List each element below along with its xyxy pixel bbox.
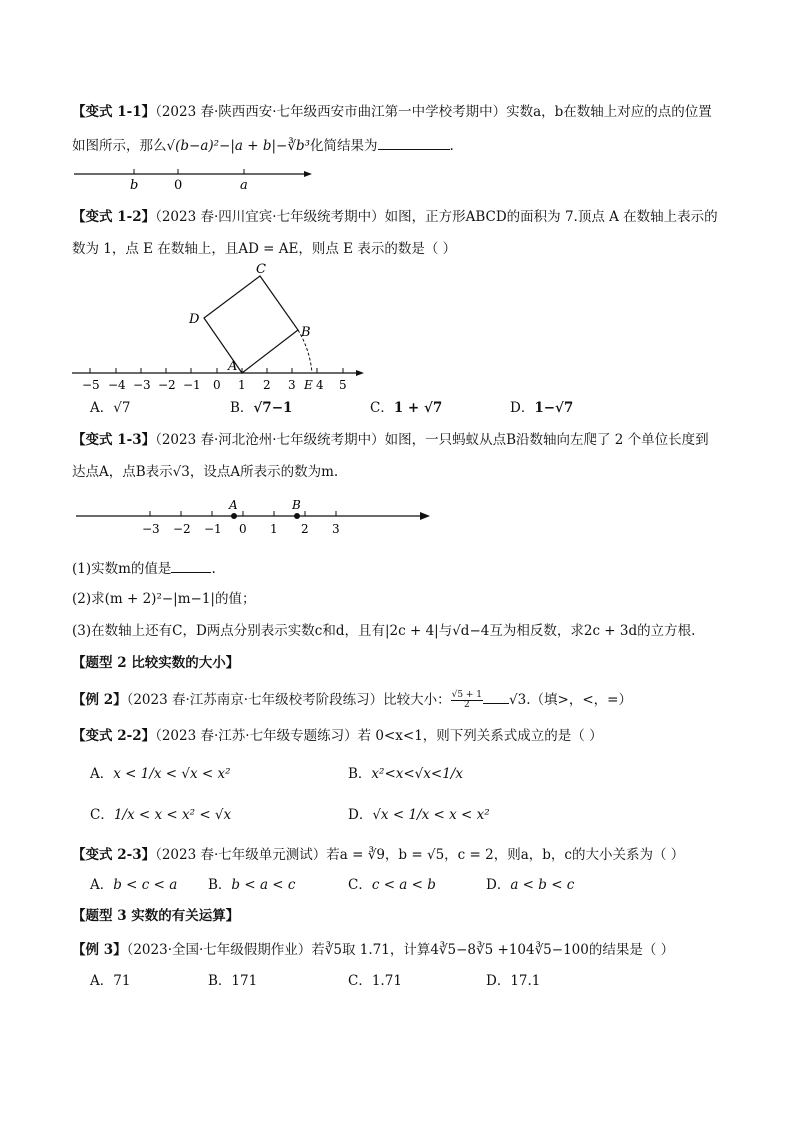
v13-q1-answer-blank[interactable]	[171, 558, 211, 573]
v12-point-d: D	[189, 312, 200, 327]
v12-tick-label: −3	[133, 378, 151, 392]
v22-text: 若 0<x<1，则下列关系式成立的是（ ）	[357, 728, 603, 744]
v12-option-d[interactable]: D．1−√7	[510, 400, 574, 416]
ex2-fraction: $\frac{√5 + 1}{2}$	[451, 690, 483, 710]
ex2-line	[72, 689, 632, 710]
ex2-hint: .（填>，<，=）	[526, 692, 632, 708]
ex2-text: 比较大小：	[383, 692, 451, 708]
v23-line	[72, 846, 684, 864]
v11-label-b: b	[130, 178, 139, 192]
v12-option-a[interactable]: A．√7	[90, 400, 131, 416]
v13-tag: 【变式 1-3】	[72, 432, 156, 448]
v12-text1: 如图，正方形ABCD的面积为 7.顶点 A 在数轴上表示的	[384, 209, 718, 225]
ex3-line	[72, 941, 674, 959]
v12-line1	[72, 208, 718, 226]
v22-option-a[interactable]: A．x < 1/x < √x < x²	[90, 766, 231, 782]
v13-tick-label: 1	[270, 522, 278, 536]
ex2-answer-blank[interactable]	[483, 689, 509, 704]
v23-tag: 【变式 2-3】	[72, 847, 156, 863]
v12-point-a: A	[228, 359, 238, 374]
v22-option-c[interactable]: C．1/x < x < x² < √x	[90, 807, 232, 823]
v12-tick-label: 1	[238, 378, 246, 392]
v12-point-c: C	[256, 262, 266, 277]
ex3-tag: 【例 3】	[72, 942, 127, 958]
v12-point-e: E	[304, 378, 313, 392]
v12-option-c[interactable]: C．1 + √7	[370, 400, 443, 416]
v12-square	[204, 276, 298, 373]
v13-tick-label: 0	[239, 522, 247, 536]
v11-label-0: 0	[174, 178, 183, 192]
v13-point-b: B	[292, 498, 301, 512]
v12-tick-label: 2	[263, 378, 271, 392]
v11-period: .	[449, 138, 454, 154]
v13-q3: (3)在数轴上还有C，D两点分别表示实数c和d，且有|2c + 4|与√d−4互为相反数，求2c + 3d的立方根.	[72, 623, 696, 639]
v11-text1: 实数a，b在数轴上对应的点的位置	[506, 104, 712, 120]
v13-text1: 如图，一只蚂蚁从点B沿数轴向左爬了 2 个单位长度到	[384, 432, 709, 448]
v13-tick-label: −1	[204, 522, 222, 536]
v13-source: （2023 春·河北沧州·七年级统考期中）	[155, 432, 385, 448]
ex3-option-c[interactable]: C．1.71	[348, 973, 402, 989]
v12-arrow	[356, 370, 364, 376]
v11-text2: 如图所示，那么	[72, 138, 167, 154]
v13-line1	[72, 431, 709, 449]
v13-tick-label: 2	[301, 522, 309, 536]
v11-answer-blank[interactable]	[378, 135, 450, 150]
v12-tick-label: 4	[316, 378, 324, 392]
v13-point-a: A	[229, 498, 238, 512]
v11-line1	[72, 103, 712, 121]
v22-option-b[interactable]: B．x²<x<√x<1/x	[348, 766, 463, 782]
v12-point-b: B	[301, 325, 311, 340]
ex3-option-b[interactable]: B．171	[208, 973, 258, 989]
v22-option-d[interactable]: D．√x < 1/x < x < x²	[348, 807, 490, 823]
v11-expression: √(b−a)²−|a + b|−∛b³	[166, 138, 311, 154]
v12-option-b[interactable]: B．√7−1	[230, 400, 293, 416]
ex3-option-a[interactable]: A．71	[90, 973, 131, 989]
v23-source: （2023 春·七年级单元测试）	[155, 847, 327, 863]
v13-ticks	[150, 511, 336, 516]
v11-label-a: a	[240, 178, 248, 192]
v13-q2: (2)求(m + 2)²−|m−1|的值；	[72, 591, 256, 607]
v11-arrow	[304, 171, 312, 177]
v12-figure	[72, 258, 372, 392]
ex2-source: （2023 春·江苏南京·七年级校考阶段练习）	[126, 692, 384, 708]
v13-tick-label: −3	[142, 522, 160, 536]
v22-tag: 【变式 2-2】	[72, 728, 156, 744]
ex3-option-d[interactable]: D．17.1	[486, 973, 541, 989]
v11-tag: 【变式 1-1】	[72, 104, 156, 120]
v11-text3: 化简结果为	[310, 138, 378, 154]
v23-option-c[interactable]: C．c < a < b	[348, 877, 436, 893]
v12-tick-label: −2	[158, 378, 176, 392]
section-heading-2: 【题型 2 比较实数的大小】	[72, 655, 240, 671]
v13-arrow	[420, 512, 430, 520]
v13-number-line	[72, 494, 442, 540]
v11-number-line	[72, 162, 322, 192]
v12-tick-label: 0	[213, 378, 221, 392]
ex2-rhs: √3	[509, 692, 527, 708]
v22-source: （2023 春·江苏·七年级专题练习）	[155, 728, 358, 744]
v12-tick-label: −5	[82, 378, 100, 392]
v13-tick-label: −2	[173, 522, 191, 536]
v23-text: 若a = ∛9，b = √5，c = 2，则a，b，c的大小关系为（ ）	[326, 847, 685, 863]
v13-q1: (1)实数m的值是 .	[72, 558, 216, 578]
v12-line2: 数为 1，点 E 在数轴上，且AD = AE，则点 E 表示的数是（ ）	[72, 241, 457, 257]
v13-point-b-dot	[294, 513, 300, 519]
v12-tick-label: 5	[339, 378, 347, 392]
v22-line	[72, 727, 603, 745]
v13-tick-label: 3	[332, 522, 340, 536]
v12-source: （2023 春·四川宜宾·七年级统考期中）	[155, 209, 385, 225]
ex3-source: （2023·全国·七年级假期作业）	[126, 942, 312, 958]
v12-tick-label: −4	[108, 378, 126, 392]
v11-source: （2023 春·陕西西安·七年级西安市曲江第一中学校考期中）	[155, 104, 507, 120]
v12-ticks	[90, 368, 343, 373]
v11-line2	[72, 135, 454, 155]
v12-tag: 【变式 1-2】	[72, 209, 156, 225]
v12-tick-label: 3	[288, 378, 296, 392]
section-heading-3: 【题型 3 实数的有关运算】	[72, 908, 240, 924]
v12-tick-label: −1	[183, 378, 201, 392]
v23-option-d[interactable]: D．a < b < c	[486, 877, 575, 893]
v13-point-a-dot	[231, 513, 237, 519]
ex3-text: 若∛5取 1.71，计算4∛5−8∛5 +104∛5−100的结果是（ ）	[311, 942, 675, 958]
ex2-tag: 【例 2】	[72, 692, 127, 708]
v23-option-a[interactable]: A．b < c < a	[90, 877, 178, 893]
v13-line2: 达点A，点B表示√3，设点A所表示的数为m.	[72, 464, 339, 480]
v23-option-b[interactable]: B．b < a < c	[208, 877, 296, 893]
